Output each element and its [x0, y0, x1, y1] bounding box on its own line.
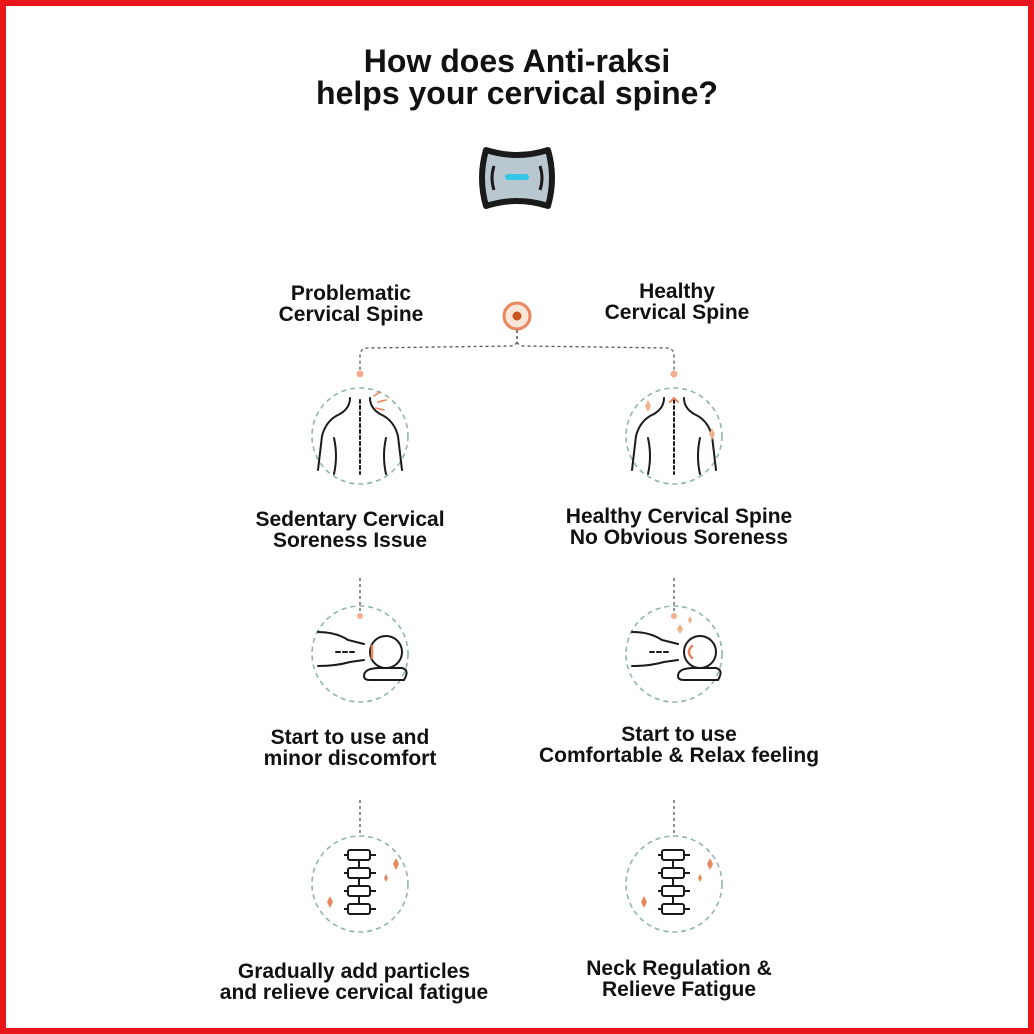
back-soreness-icon	[318, 392, 402, 474]
left-step2-label	[180, 727, 520, 769]
right-heading-line2: Cervical Spine	[604, 301, 750, 324]
right-step2-line2: Comfortable & Relax feeling	[538, 744, 820, 767]
left-step3-label	[184, 961, 524, 1003]
left-step1-line1: Sedentary Cervical	[255, 508, 445, 531]
left-step1-line2: Soreness Issue	[272, 529, 428, 552]
right-heading	[507, 281, 847, 323]
right-step3-line2: Relieve Fatigue	[601, 978, 757, 1001]
page-title-line1: How does Anti-raksi	[363, 43, 671, 79]
icon-circles	[312, 388, 722, 932]
left-heading-line1: Problematic	[290, 282, 412, 305]
right-step1-label	[509, 506, 849, 548]
lying-on-pillow-icon	[318, 632, 407, 680]
right-step2-label	[509, 724, 849, 766]
left-step3-line1: Gradually add particles	[237, 960, 471, 983]
left-step3-line2: and relieve cervical fatigue	[219, 981, 489, 1004]
left-step2-line2: minor discomfort	[263, 747, 437, 770]
right-step2-line1: Start to use	[621, 723, 737, 746]
left-heading-line2: Cervical Spine	[278, 303, 424, 326]
vertebrae-icon	[641, 850, 713, 914]
right-step1-line1: Healthy Cervical Spine	[565, 505, 793, 528]
vertebrae-icon	[327, 850, 399, 914]
right-step3-line1: Neck Regulation &	[586, 957, 772, 980]
right-step1-line2: No Obvious Soreness	[569, 526, 789, 549]
right-step3-label	[509, 958, 849, 1000]
lying-on-pillow-icon	[632, 616, 721, 680]
left-heading	[181, 283, 521, 325]
page-title-line2: helps your cervical spine?	[316, 75, 718, 111]
healthy-back-icon	[632, 398, 716, 474]
left-step1-label	[180, 509, 520, 551]
left-step2-line1: Start to use and	[270, 726, 430, 749]
right-heading-line1: Healthy	[639, 280, 715, 303]
